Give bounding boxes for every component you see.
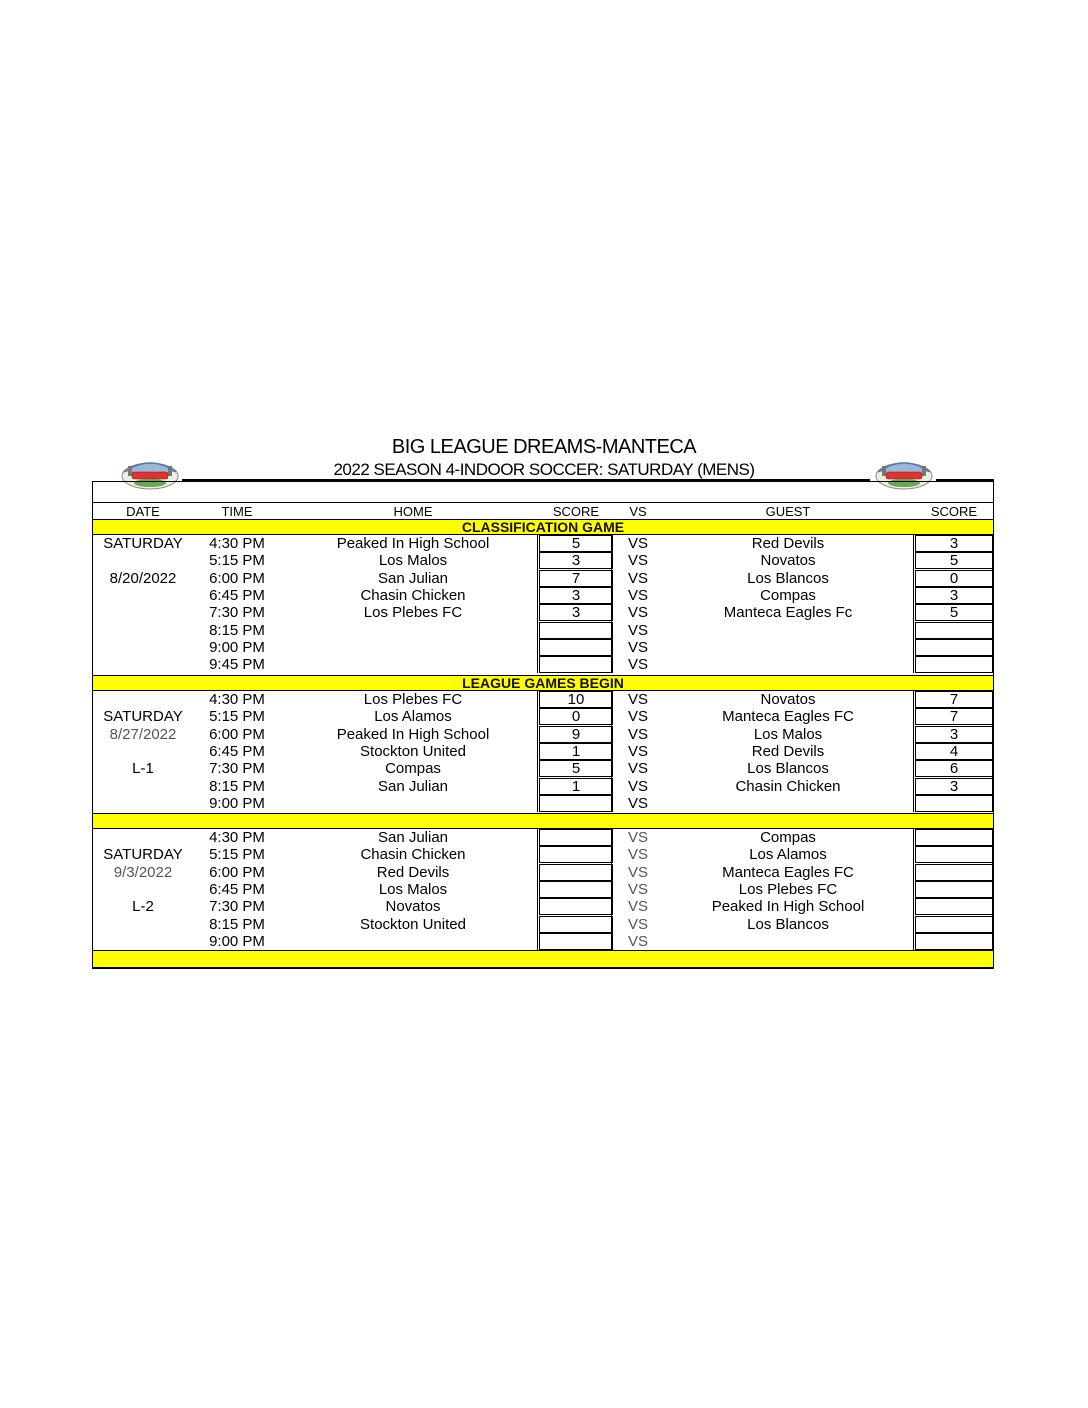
vs-label: VS xyxy=(627,829,648,846)
guest-score-cell[interactable] xyxy=(915,829,993,846)
page-title: BIG LEAGUE DREAMS-MANTECA xyxy=(391,436,697,458)
section-banner: LEAGUE GAMES BEGIN xyxy=(93,675,993,691)
guest-score-cell[interactable] xyxy=(915,846,993,863)
vs-label: VS xyxy=(627,777,648,795)
home-team xyxy=(283,639,543,656)
home-team: Los Plebes FC xyxy=(363,604,463,622)
game-time: 6:45 PM xyxy=(209,742,265,760)
guest-score-cell[interactable] xyxy=(915,639,993,656)
game-time: 6:00 PM xyxy=(209,863,265,881)
vs-label: VS xyxy=(627,794,648,812)
game-time: 9:00 PM xyxy=(209,932,265,950)
home-team: Los Malos xyxy=(378,552,448,570)
guest-team xyxy=(663,933,913,950)
game-time: 9:45 PM xyxy=(209,656,265,674)
home-team: Los Malos xyxy=(378,880,448,898)
home-score-cell[interactable]: 10 xyxy=(539,691,613,708)
guest-score-cell[interactable]: 5 xyxy=(915,604,993,621)
home-team: Los Alamos xyxy=(374,708,452,726)
game-time: 9:00 PM xyxy=(209,794,265,812)
column-header-home-score: SCORE xyxy=(552,504,600,519)
home-score-cell[interactable] xyxy=(539,829,613,846)
home-team: San Julian xyxy=(377,777,449,795)
column-header-time: TIME xyxy=(221,504,253,519)
section-banner xyxy=(93,813,993,829)
guest-score-cell[interactable] xyxy=(915,656,993,673)
vs-label: VS xyxy=(627,863,648,881)
game-time: 5:15 PM xyxy=(209,846,265,864)
date-label: SATURDAY xyxy=(103,708,183,726)
game-time: 6:00 PM xyxy=(209,725,265,743)
vs-label: VS xyxy=(627,691,648,708)
section-banner: CLASSIFICATION GAME xyxy=(93,519,993,535)
guest-score-cell[interactable] xyxy=(915,864,993,881)
game-time: 8:15 PM xyxy=(209,915,265,933)
vs-label: VS xyxy=(627,880,648,898)
vs-label: VS xyxy=(627,742,648,760)
guest-team xyxy=(663,656,913,673)
home-team: Stockton United xyxy=(360,915,466,933)
guest-score-cell[interactable] xyxy=(915,916,993,933)
page-subtitle: 2022 SEASON 4-INDOOR SOCCER: SATURDAY (MENS) xyxy=(333,460,755,479)
vs-label: VS xyxy=(627,932,648,950)
home-team: Chasin Chicken xyxy=(360,586,466,604)
home-team: Novatos xyxy=(385,898,441,916)
guest-score-cell[interactable]: 3 xyxy=(915,535,993,552)
guest-score-cell[interactable] xyxy=(915,881,993,898)
vs-label: VS xyxy=(627,656,648,674)
guest-score-cell[interactable]: 0 xyxy=(915,570,993,587)
home-score-cell[interactable] xyxy=(539,795,613,812)
guest-team: Los Malos xyxy=(753,725,823,743)
home-score-cell[interactable]: 7 xyxy=(539,570,613,587)
game-time: 5:15 PM xyxy=(209,708,265,726)
guest-score-cell[interactable]: 5 xyxy=(915,552,993,569)
vs-label: VS xyxy=(627,846,648,864)
column-header-guest-score: SCORE xyxy=(930,504,978,519)
game-time: 6:45 PM xyxy=(209,880,265,898)
guest-team: Novatos xyxy=(760,691,816,708)
guest-score-left-border xyxy=(913,535,914,673)
date-label: 9/3/2022 xyxy=(113,863,173,881)
guest-team: Manteca Eagles Fc xyxy=(723,604,853,622)
vs-label: VS xyxy=(627,898,648,916)
guest-team: Novatos xyxy=(760,552,816,570)
guest-team xyxy=(663,795,913,812)
home-team xyxy=(283,795,543,812)
home-team: San Julian xyxy=(377,829,449,846)
guest-team: Chasin Chicken xyxy=(735,777,841,795)
home-score-cell[interactable] xyxy=(539,864,613,881)
guest-team: Manteca Eagles FC xyxy=(722,863,854,881)
home-score-cell[interactable]: 3 xyxy=(539,604,613,621)
home-team xyxy=(283,933,543,950)
guest-team: Compas xyxy=(760,586,816,604)
guest-score-cell[interactable] xyxy=(915,795,993,812)
footer-banner xyxy=(93,950,993,968)
guest-team: Los Blancos xyxy=(747,760,829,778)
home-score-cell[interactable]: 3 xyxy=(539,587,613,604)
home-score-cell[interactable]: 0 xyxy=(539,708,613,725)
guest-score-cell[interactable]: 7 xyxy=(915,691,993,708)
home-team: Peaked In High School xyxy=(336,535,490,552)
home-score-cell[interactable]: 9 xyxy=(539,726,613,743)
home-score-cell[interactable] xyxy=(539,622,613,639)
vs-label: VS xyxy=(627,760,648,778)
vs-label: VS xyxy=(627,708,648,726)
vs-label: VS xyxy=(627,725,648,743)
home-score-cell[interactable]: 5 xyxy=(539,535,613,552)
date-label: 8/20/2022 xyxy=(109,569,177,587)
date-label: SATURDAY xyxy=(103,535,183,552)
guest-team xyxy=(663,639,913,656)
home-score-cell[interactable]: 5 xyxy=(539,760,613,777)
game-time: 6:45 PM xyxy=(209,586,265,604)
home-score-cell[interactable]: 1 xyxy=(539,778,613,795)
home-team: Stockton United xyxy=(360,742,466,760)
guest-team xyxy=(663,622,913,639)
schedule-table xyxy=(92,481,994,969)
date-label: L-1 xyxy=(132,760,154,778)
game-time: 6:00 PM xyxy=(209,569,265,587)
column-header-guest: GUEST xyxy=(765,504,811,519)
game-time: 4:30 PM xyxy=(209,829,265,846)
guest-score-cell[interactable]: 3 xyxy=(915,778,993,795)
vs-label: VS xyxy=(627,535,648,552)
vs-label: VS xyxy=(627,621,648,639)
game-time: 5:15 PM xyxy=(209,552,265,570)
vs-label: VS xyxy=(627,586,648,604)
date-label: SATURDAY xyxy=(103,846,183,864)
game-time: 7:30 PM xyxy=(209,760,265,778)
home-team: Compas xyxy=(385,760,441,778)
home-score-cell[interactable] xyxy=(539,881,613,898)
guest-score-left-border xyxy=(913,829,914,950)
home-score-cell[interactable] xyxy=(539,639,613,656)
home-team: San Julian xyxy=(377,569,449,587)
vs-label: VS xyxy=(627,638,648,656)
home-team: Red Devils xyxy=(376,863,450,881)
date-label: L-2 xyxy=(132,898,154,916)
home-score-cell[interactable] xyxy=(539,898,613,915)
guest-score-cell[interactable]: 4 xyxy=(915,743,993,760)
guest-team: Compas xyxy=(760,829,816,846)
guest-team: Red Devils xyxy=(751,535,825,552)
vs-label: VS xyxy=(627,569,648,587)
home-score-cell[interactable] xyxy=(539,846,613,863)
guest-team: Manteca Eagles FC xyxy=(722,708,854,726)
guest-score-left-border xyxy=(913,691,914,812)
game-time: 4:30 PM xyxy=(209,535,265,552)
guest-score-cell[interactable] xyxy=(915,622,993,639)
home-score-cell[interactable] xyxy=(539,656,613,673)
guest-score-cell[interactable]: 7 xyxy=(915,708,993,725)
guest-team: Peaked In High School xyxy=(711,898,865,916)
guest-score-cell[interactable]: 3 xyxy=(915,726,993,743)
home-score-cell[interactable] xyxy=(539,933,613,950)
game-time: 7:30 PM xyxy=(209,604,265,622)
column-header-home: HOME xyxy=(393,504,433,519)
home-score-cell[interactable]: 1 xyxy=(539,743,613,760)
guest-team: Red Devils xyxy=(751,742,825,760)
guest-team: Los Alamos xyxy=(749,846,827,864)
home-team xyxy=(283,622,543,639)
home-team: Chasin Chicken xyxy=(360,846,466,864)
guest-team: Los Blancos xyxy=(747,915,829,933)
guest-score-cell[interactable]: 6 xyxy=(915,760,993,777)
guest-team: Los Plebes FC xyxy=(738,880,838,898)
column-header-vs: VS xyxy=(629,504,647,519)
date-label: 8/27/2022 xyxy=(109,725,177,743)
vs-label: VS xyxy=(627,552,648,570)
game-time: 8:15 PM xyxy=(209,777,265,795)
guest-score-cell[interactable]: 3 xyxy=(915,587,993,604)
home-team: Peaked In High School xyxy=(336,725,490,743)
vs-label: VS xyxy=(627,915,648,933)
home-score-cell[interactable]: 3 xyxy=(539,552,613,569)
vs-label: VS xyxy=(627,604,648,622)
guest-team: Los Blancos xyxy=(747,569,829,587)
game-time: 9:00 PM xyxy=(209,638,265,656)
blank-row xyxy=(93,482,993,503)
game-time: 8:15 PM xyxy=(209,621,265,639)
guest-score-cell[interactable] xyxy=(915,933,993,950)
home-team: Los Plebes FC xyxy=(363,691,463,708)
column-header-date: DATE xyxy=(126,504,160,519)
game-time: 7:30 PM xyxy=(209,898,265,916)
home-score-cell[interactable] xyxy=(539,916,613,933)
game-time: 4:30 PM xyxy=(209,691,265,708)
guest-score-cell[interactable] xyxy=(915,898,993,915)
home-team xyxy=(283,656,543,673)
